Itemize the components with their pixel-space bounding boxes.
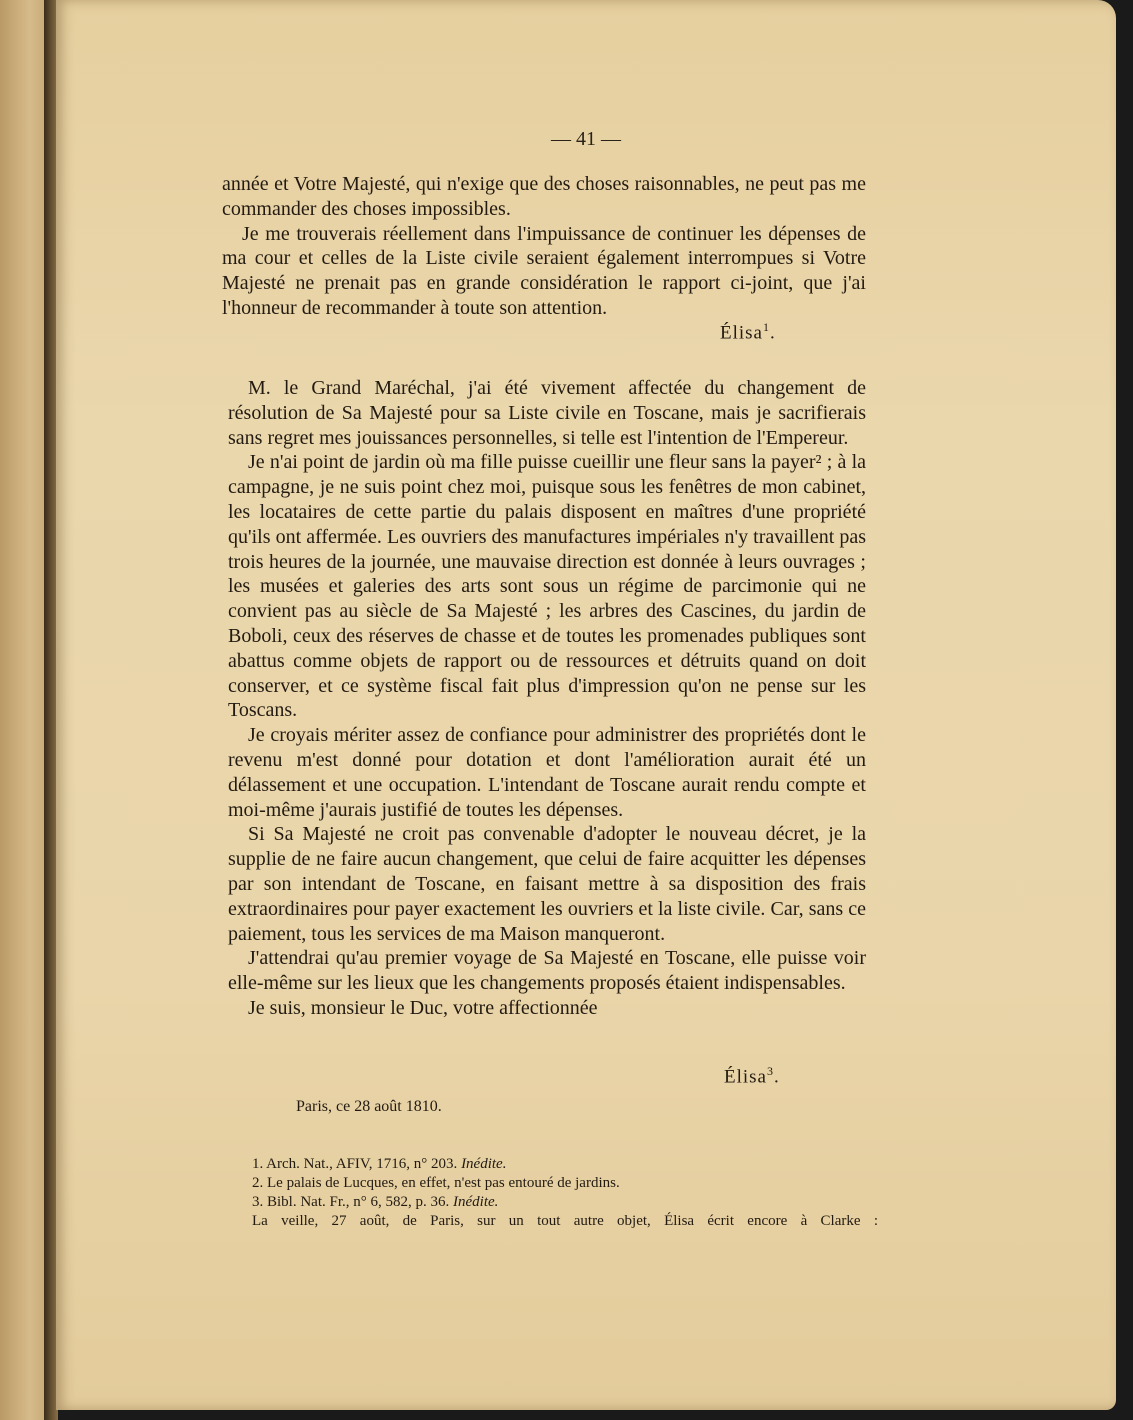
letter-1-body: [222, 172, 866, 321]
footnote-3: [252, 1193, 878, 1212]
date-line: Paris, ce 28 août 1810.: [296, 1098, 442, 1115]
footnotes: [252, 1155, 878, 1231]
signature-name: Élisa: [724, 1066, 767, 1088]
letter-2-paragraph-4: Si Sa Majesté ne croit pas convenable d'adopter le nouveau décret, je la supplie de ne faire aucun changement, que celui de faire acquitter les dépenses par son intendant de Toscane, en faisant mettre à sa disposition des frais extraordinaires pour payer exactement les ouvriers et la liste civile. Car, sans ce paiement, tous les services de ma Maison manqueront.: [228, 823, 866, 945]
letter-2-signature: [724, 1064, 780, 1088]
footnote-1-italic: Inédite.: [461, 1156, 507, 1172]
footnote-2: 2. Le palais de Lucques, en effet, n'est pas entouré de jardins.: [252, 1175, 620, 1191]
footnote-1: [252, 1155, 878, 1174]
letter-2-paragraph-1: M. le Grand Maréchal, j'ai été vivement affectée du changement de résolution de Sa Majesté pour sa Liste civile en Toscane, mais je sacrifierais sans regret mes jouissances personnelles, si telle est l'intention de l'Empereur.: [228, 377, 866, 449]
page-number: — 41 —: [551, 128, 621, 150]
signature-name: Élisa: [720, 322, 763, 344]
letter-1-paragraph-1: année et Votre Majesté, qui n'exige que des choses raisonnables, ne peut pas me commander des choses impossibles.: [222, 173, 866, 220]
left-page-edge: [0, 0, 50, 1420]
book-page: [56, 0, 1116, 1410]
letter-1-paragraph-2: Je me trouverais réellement dans l'impuissance de continuer les dépenses de ma cour et celles de la Liste civile seraient également interrompues si Votre Majesté ne prenait pas en grande considération le rapport ci-joint, que j'ai l'honneur de recommander à toute son attention.: [222, 222, 866, 319]
footnote-1-text: 1. Arch. Nat., AFIV, 1716, n° 203.: [252, 1156, 462, 1172]
signature-period: .: [774, 1066, 780, 1088]
letter-2-paragraph-2: Je n'ai point de jardin où ma fille puisse cueillir une fleur sans la payer² ; à la campagne, je ne suis point chez moi, puisque sous les fenêtres de mon cabinet, les locataires de cette partie du palais disposent en maîtres d'une propriété qu'ils ont affermée. Les ouvriers des manufactures impériales n'y travaillent pas trois heures de la journée, une mauvaise direction est donnée à leurs ouvrages ; les musées et galeries des arts sont sous un régime de parcimonie qui ne convient pas au siècle de Sa Majesté ; les arbres des Cascines, du jardin de Boboli, ceux des réserves de chasse et de toutes les promenades publiques sont abattus comme objets de rapport ou de ressources et détruits quand on doit conserver, et ce système fiscal fait plus d'impression qu'on ne pense sur les Toscans.: [228, 451, 866, 722]
letter-2-paragraph-6: Je suis, monsieur le Duc, votre affectionnée: [248, 996, 598, 1019]
letter-2-paragraph-3: Je croyais mériter assez de confiance pour administrer des propriétés dont le revenu m'est donné pour dotation et dont l'amélioration aurait été un délassement et une occupation. L'intendant de Toscane aurait rendu compte et moi-même j'aurais justifié de toutes les dépenses.: [228, 724, 866, 821]
footnote-ref-1: 1: [763, 320, 770, 334]
letter-2-paragraph-5: J'attendrai qu'au premier voyage de Sa Majesté en Toscane, elle puisse voir elle-même sur les lieux que les changements proposés étaient indispensables.: [228, 947, 866, 995]
letter-1-signature: [720, 320, 776, 344]
footnote-3-italic: Inédite.: [453, 1194, 499, 1210]
signature-period: .: [770, 322, 776, 344]
footnote-3-text: 3. Bibl. Nat. Fr., n° 6, 582, p. 36.: [252, 1194, 454, 1210]
footnote-continuation: La veille, 27 août, de Paris, sur un tout autre objet, Élisa écrit encore à Clarke :: [252, 1213, 878, 1229]
letter-2-body: [228, 376, 866, 1021]
footnote-ref-3: 3: [767, 1064, 774, 1078]
